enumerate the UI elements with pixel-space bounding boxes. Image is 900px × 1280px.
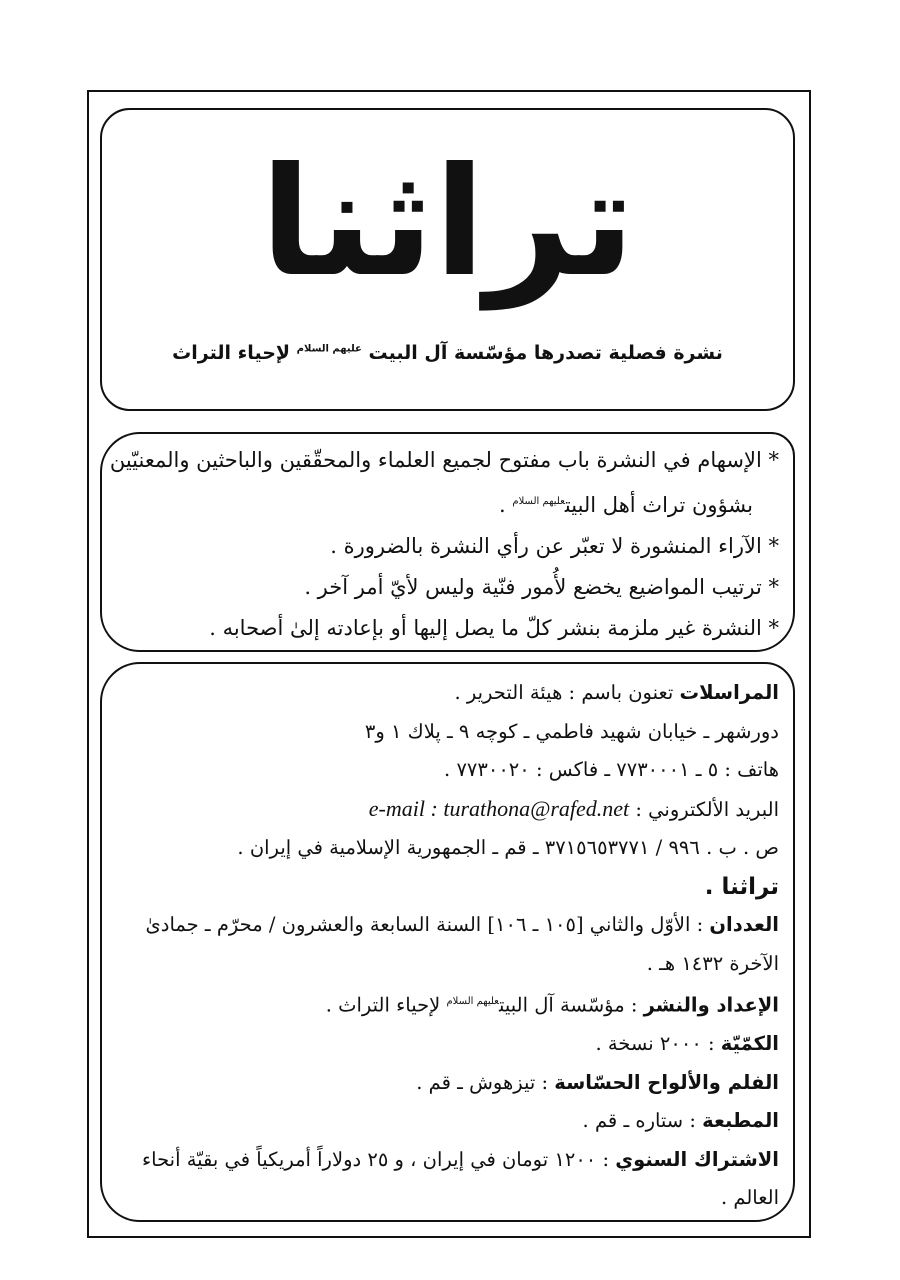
note-item: * ترتيب المواضيع يخضع لأُمور فنّية وليس لأيّ أمر آخر . bbox=[304, 575, 779, 599]
address-line: دورشهر ـ خيابان شهيد فاطمي ـ كوچه ٩ ـ پلاك ١ و٣ bbox=[364, 719, 779, 743]
quantity-line bbox=[116, 1025, 779, 1064]
email-address: e-mail : turathona@rafed.net bbox=[368, 795, 630, 821]
value: تعنون باسم : هيئة التحرير . bbox=[454, 681, 680, 704]
label: الفلم والألواح الحسّاسة bbox=[554, 1070, 779, 1094]
label: الكمّيّة bbox=[720, 1032, 779, 1055]
imprint-box bbox=[100, 662, 795, 1222]
value: : ١٢٠٠ تومان في إيران ، و ٢٥ دولاراً أمريكياً في بقيّة أنحاء العالم . bbox=[141, 1147, 779, 1209]
value: : مؤسّسة آل البيت bbox=[498, 993, 644, 1017]
label: البريد الألكتروني : bbox=[629, 797, 779, 821]
film-line bbox=[116, 1064, 779, 1103]
note-item-continuation bbox=[116, 481, 779, 526]
press-line bbox=[116, 1102, 779, 1141]
issues-line bbox=[116, 906, 779, 983]
subtitle-text-end: لإحياء التراث bbox=[172, 342, 291, 364]
value: : الأوّل والثاني [١٠٥ ـ ١٠٦] السنة السابعة والعشرون / محرّم ـ جمادىٰ الآخرة ١٤٣٢ هـ . bbox=[145, 913, 779, 975]
phone-line: هاتف : ٥ ـ ٧٧٣٠٠٠١ ـ فاكس : ٧٧٣٠٠٢٠ . bbox=[444, 758, 779, 781]
value: : تيزهوش ـ قم . bbox=[416, 1070, 555, 1094]
masthead-subtitle bbox=[102, 342, 793, 364]
subscription-line bbox=[116, 1141, 779, 1218]
note-item: * الإسهام في النشرة باب مفتوح لجميع العلماء والمحقّقين والباحثين والمعنيّين bbox=[109, 448, 779, 472]
subtitle-text: نشرة فصلية تصدرها مؤسّسة آل البيت bbox=[368, 342, 723, 364]
editorial-notes-box bbox=[100, 432, 795, 652]
label: الإعداد والنشر bbox=[643, 993, 779, 1017]
masthead-box bbox=[100, 108, 795, 411]
value: لإحياء التراث . bbox=[325, 993, 447, 1017]
note-text: . bbox=[499, 493, 513, 517]
honorific-glyph: عليهم السلام bbox=[512, 496, 565, 507]
po-box-line: ص . ب . ٩٩٦ / ٣٧١٥٦٥٣٧٧١ ـ قم ـ الجمهورية الإسلامية في إيران . bbox=[237, 836, 779, 859]
label: الاشتراك السنوي bbox=[615, 1147, 779, 1171]
correspondence-line bbox=[116, 674, 779, 713]
honorific-glyph: عليهم السلام bbox=[296, 343, 362, 355]
value: : ٢٠٠٠ نسخة . bbox=[595, 1032, 721, 1055]
label: العددان bbox=[709, 913, 779, 936]
publisher-line bbox=[116, 983, 779, 1025]
honorific-glyph: عليهم السلام bbox=[446, 996, 499, 1007]
label: المطبعة bbox=[702, 1109, 779, 1132]
note-item: * الآراء المنشورة لا تعبّر عن رأي النشرة بالضرورة . bbox=[330, 534, 779, 558]
note-item: * النشرة غير ملزمة بنشر كلّ ما يصل إليها أو بإعادته إلىٰ أصحابه . bbox=[209, 616, 779, 640]
magazine-logo: تراثنا bbox=[260, 136, 635, 310]
magazine-name: تراثنا . bbox=[704, 873, 779, 900]
label: المراسلات bbox=[679, 681, 779, 704]
note-text: بشؤون تراث أهل البيت bbox=[564, 493, 753, 517]
value: : ستاره ـ قم . bbox=[582, 1109, 703, 1132]
email-line bbox=[116, 790, 779, 830]
